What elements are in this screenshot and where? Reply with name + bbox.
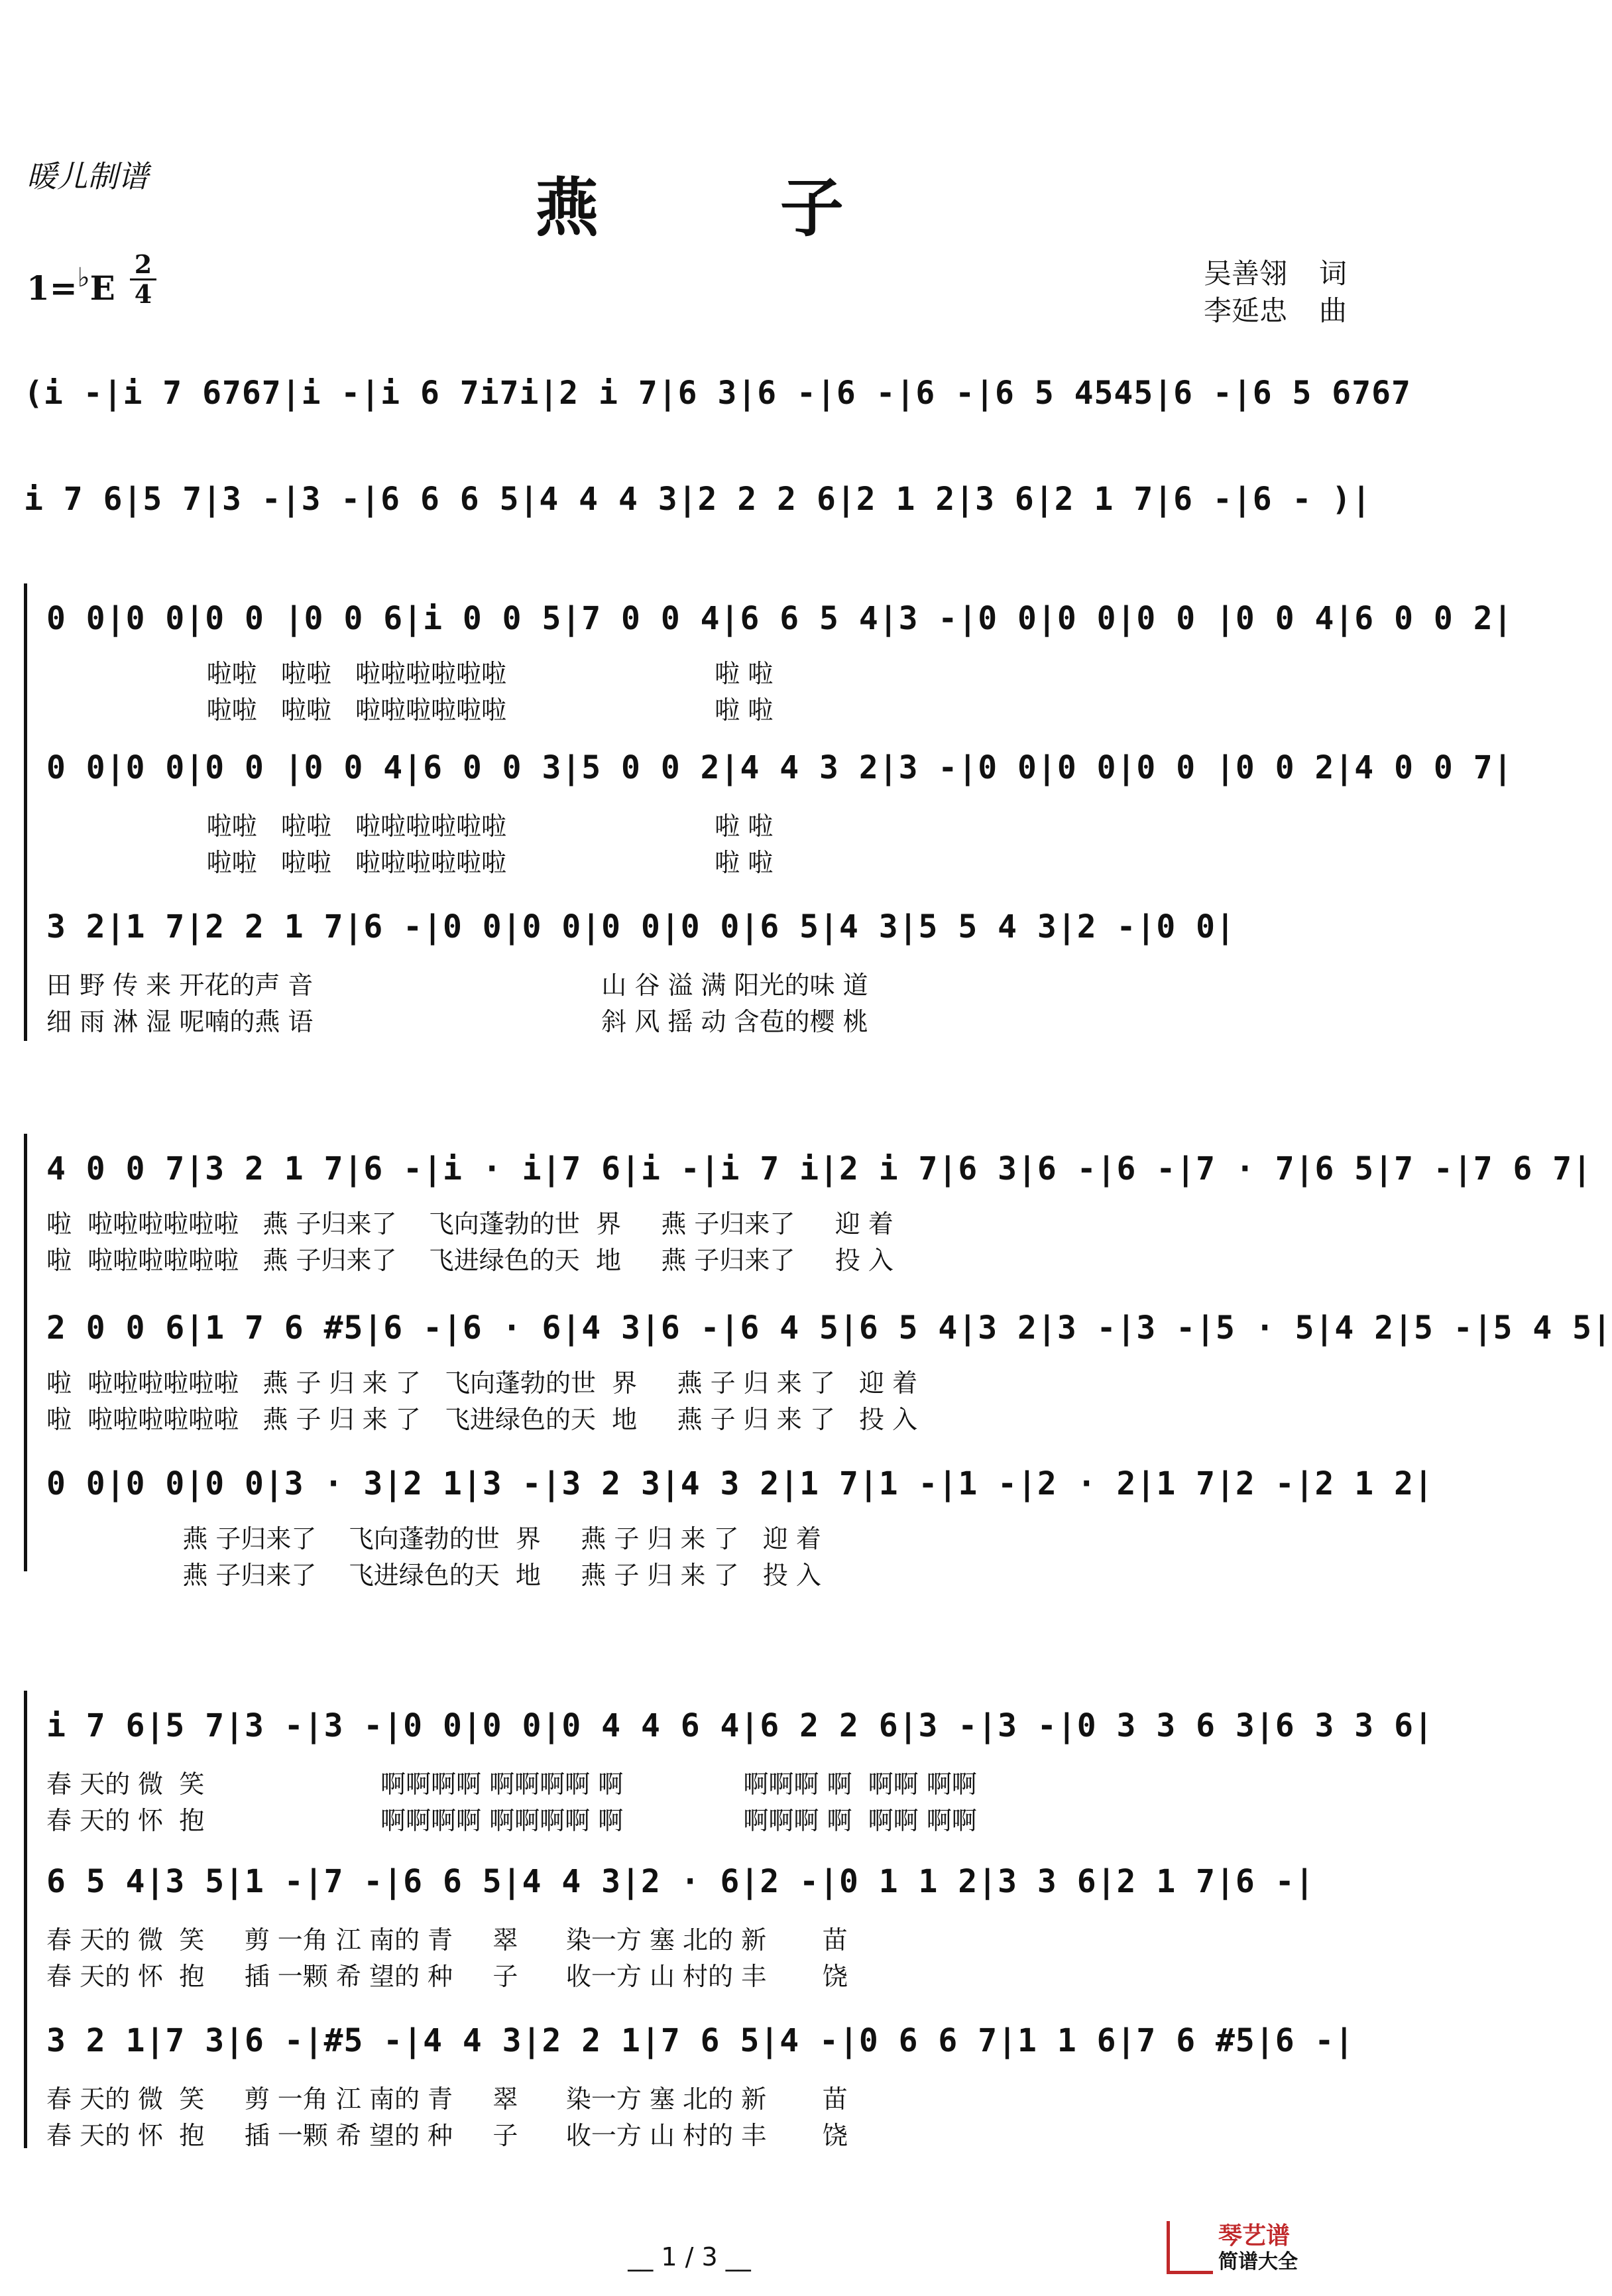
system2-staff3: 0 0|0 0|0 0|3 · 3|2 1|3 -|3 2 3|4 3 2|1 7|1 -|1 -|2 · 2|1 7|2 -|2 1 2| (46, 1465, 1434, 1502)
system1-staff2-lyric2: 啦啦 啦啦 啦啦啦啦啦啦 啦 啦 (46, 848, 774, 877)
song-title: 燕 子 (535, 170, 923, 245)
system2-staff2: 2 0 0 6|1 7 6 #5|6 -|6 · 6|4 3|6 -|6 4 5|6 5 4|3 2|3 -|3 -|5 · 5|4 2|5 -|5 4 5| (46, 1309, 1612, 1347)
credits (1204, 255, 1347, 330)
key-signature: 1=♭E (27, 262, 115, 308)
logo-mark-icon (1167, 2221, 1213, 2274)
system3-staff2-lyric1: 春 天的 微 笑 剪 一角 江 南的 青 翠 染一方 塞 北的 新 苗 (46, 1925, 848, 1955)
system1-staff1: 0 0|0 0|0 0 |0 0 6|i 0 0 5|7 0 0 4|6 6 5 4|3 -|0 0|0 0|0 0 |0 0 4|6 0 0 2| (46, 600, 1513, 637)
system-brace-3 (24, 1691, 27, 2148)
system1-staff2: 0 0|0 0|0 0 |0 0 4|6 0 0 3|5 0 0 2|4 4 3 2|3 -|0 0|0 0|0 0 |0 0 2|4 0 0 7| (46, 749, 1513, 786)
system3-staff2-lyric2: 春 天的 怀 抱 插 一颗 希 望的 种 子 收一方 山 村的 丰 饶 (46, 1962, 848, 1991)
brand-logo: 琴艺谱 简谱大全 (1167, 2214, 1359, 2281)
system1-staff1-lyric2: 啦啦 啦啦 啦啦啦啦啦啦 啦 啦 (46, 695, 774, 725)
system2-staff1: 4 0 0 7|3 2 1 7|6 -|i · i|7 6|i -|i 7 i|2 i 7|6 3|6 -|6 -|7 · 7|6 5|7 -|7 6 7| (46, 1150, 1593, 1187)
system1-staff3-lyric1: 田 野 传 来 开花的声 音 山 谷 溢 满 阳光的味 道 (46, 971, 868, 1000)
lyricist: 吴善翎 词 (1203, 257, 1347, 290)
system1-staff2-lyric1: 啦啦 啦啦 啦啦啦啦啦啦 啦 啦 (46, 812, 774, 841)
system3-staff3: 3 2 1|7 3|6 -|#5 -|4 4 3|2 2 1|7 6 5|4 -|0 6 6 7|1 1 6|7 6 #5|6 -| (46, 2022, 1355, 2059)
system1-staff3-lyric2: 细 雨 淋 湿 呢喃的燕 语 斜 风 摇 动 含苞的樱 桃 (46, 1007, 868, 1036)
system3-staff2: 6 5 4|3 5|1 -|7 -|6 6 5|4 4 3|2 · 6|2 -|0 1 1 2|3 3 6|2 1 7|6 -| (46, 1863, 1315, 1900)
system2-staff1-lyric2: 啦 啦啦啦啦啦啦 燕 子归来了 飞进绿色的天 地 燕 子归来了 投 入 (46, 1246, 893, 1275)
time-signature: 2 4 (130, 252, 156, 307)
intro-line-2: i 7 6|5 7|3 -|3 -|6 6 6 5|4 4 4 3|2 2 2 6|2 1 2|3 6|2 1 7|6 -|6 - )| (24, 481, 1372, 518)
system1-staff3: 3 2|1 7|2 2 1 7|6 -|0 0|0 0|0 0|0 0|6 5|4 3|5 5 4 3|2 -|0 0| (46, 908, 1236, 945)
system1-staff1-lyric1: 啦啦 啦啦 啦啦啦啦啦啦 啦 啦 (46, 659, 774, 688)
score-maker: 暖儿制谱 (27, 158, 148, 194)
system-brace-2 (24, 1134, 27, 1571)
composer: 李延忠 曲 (1203, 294, 1347, 327)
system2-staff3-lyric1: 燕 子归来了 飞向蓬勃的世 界 燕 子 归 来 了 迎 着 (46, 1524, 821, 1553)
system-brace-1 (24, 583, 27, 1041)
system3-staff1-lyric2: 春 天的 怀 抱 啊啊啊啊 啊啊啊啊 啊 啊啊啊 啊 啊啊 啊啊 (46, 1806, 977, 1835)
intro-line-1: (i -|i 7 6767|i -|i 6 7i7i|2 i 7|6 3|6 -|6 -|6 -|6 5 4545|6 -|6 5 6767 (24, 375, 1411, 412)
system2-staff3-lyric2: 燕 子归来了 飞进绿色的天 地 燕 子 归 来 了 投 入 (46, 1561, 821, 1590)
system2-staff1-lyric1: 啦 啦啦啦啦啦啦 燕 子归来了 飞向蓬勃的世 界 燕 子归来了 迎 着 (46, 1209, 893, 1239)
system3-staff3-lyric2: 春 天的 怀 抱 插 一颗 希 望的 种 子 收一方 山 村的 丰 饶 (46, 2121, 848, 2150)
flat-sign: ♭ (77, 262, 90, 293)
system3-staff1: i 7 6|5 7|3 -|3 -|0 0|0 0|0 4 4 6 4|6 2 2 6|3 -|3 -|0 3 3 6 3|6 3 3 6| (46, 1707, 1434, 1744)
system2-staff2-lyric1: 啦 啦啦啦啦啦啦 燕 子 归 来 了 飞向蓬勃的世 界 燕 子 归 来 了 迎 着 (46, 1368, 918, 1398)
system2-staff2-lyric2: 啦 啦啦啦啦啦啦 燕 子 归 来 了 飞进绿色的天 地 燕 子 归 来 了 投 入 (46, 1405, 918, 1434)
page-number: __ 1 / 3 __ (628, 2242, 751, 2271)
system3-staff1-lyric1: 春 天的 微 笑 啊啊啊啊 啊啊啊啊 啊 啊啊啊 啊 啊啊 啊啊 (46, 1770, 977, 1799)
system3-staff3-lyric1: 春 天的 微 笑 剪 一角 江 南的 青 翠 染一方 塞 北的 新 苗 (46, 2085, 848, 2114)
